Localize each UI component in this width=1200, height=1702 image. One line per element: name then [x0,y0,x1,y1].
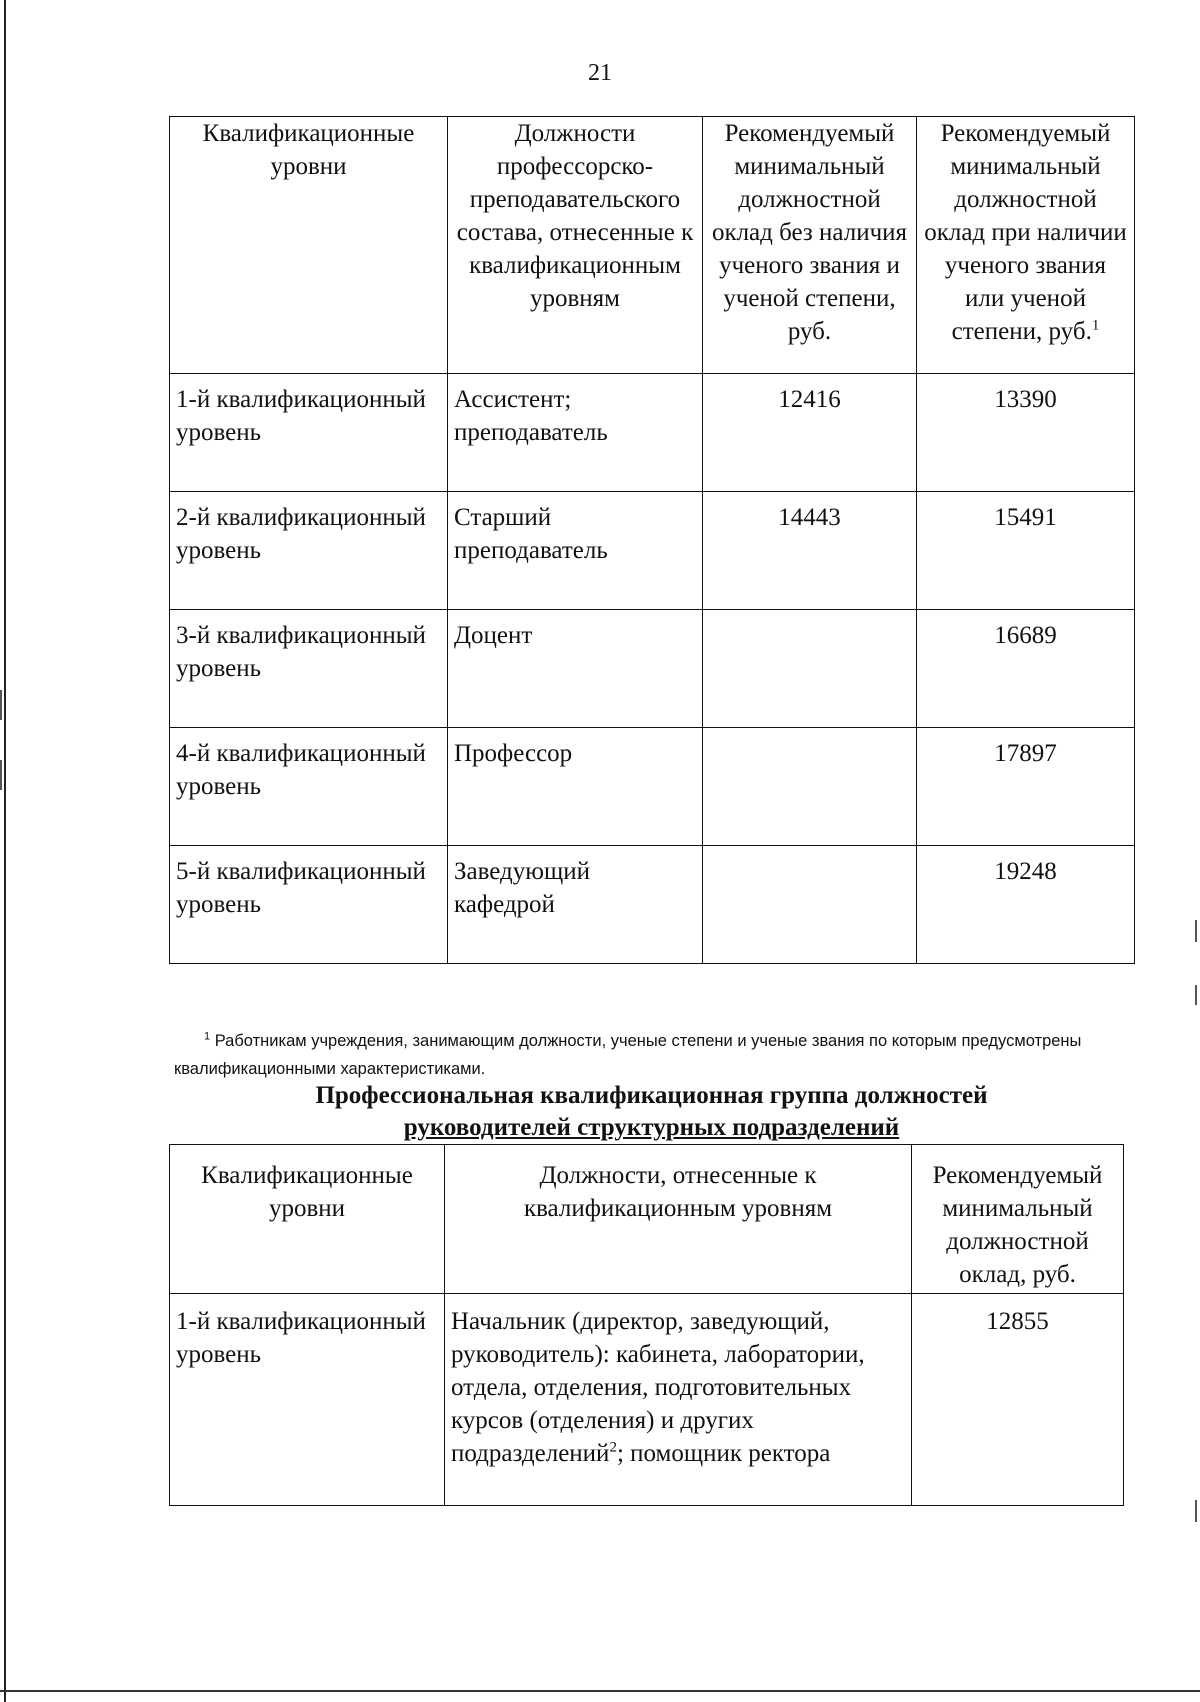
position-cell: Ассистент; преподаватель [448,374,703,492]
salary-degree-cell: 13390 [917,374,1135,492]
department-heads-salary-table [169,1144,1124,1506]
footnote-ref-2: 2 [609,1439,617,1456]
footnote [174,1027,1104,1083]
header-positions: Должности, отнесенные к квалификационным уровням [445,1145,912,1294]
position-text-tail: ; помощник ректора [616,1440,831,1467]
position-text: Начальник (директор, заведующий, руководитель): кабинета, лаборатории, отдела, отделения, подготовительных курсов (отделения) и других подразделений [451,1308,865,1467]
level-cell: 5-й квалификационный уровень [170,846,448,964]
salary-degree-cell: 19248 [917,846,1135,964]
salary-no-degree-cell: 12416 [703,374,917,492]
footnote-ref-1: 1 [1091,317,1100,334]
level-cell: 1-й квалификационный уровень [170,1294,445,1506]
position-cell: Доцент [448,610,703,728]
scan-artifact-right-1 [1195,920,1197,942]
header-positions: Должности профессорско-преподавательского состава, отнесенные к квалификационным уровням [448,117,703,374]
level-cell: 2-й квалификационный уровень [170,492,448,610]
section-title-line1: Профессиональная квалификационная группа должностей [315,1082,988,1109]
salary-degree-cell: 16689 [917,610,1135,728]
position-cell: Заведующий кафедрой [448,846,703,964]
scan-artifact-left-1 [0,690,2,720]
table-row [170,846,1135,964]
position-cell: Старший преподаватель [448,492,703,610]
table-header-row [170,117,1135,374]
position-cell: Профессор [448,728,703,846]
scan-artifact-right-2 [1195,985,1197,1005]
header-salary-no-degree: Рекомендуемый минимальный должностной оклад без наличия ученого звания и ученой степени, руб. [703,117,917,374]
teaching-staff-salary-table [169,116,1135,964]
salary-degree-cell: 17897 [917,728,1135,846]
level-cell: 4-й квалификационный уровень [170,728,448,846]
salary-degree-cell: 15491 [917,492,1135,610]
level-cell: 1-й квалификационный уровень [170,374,448,492]
header-salary-degree [917,117,1135,374]
footnote-text: Работникам учреждения, занимающим должности, ученые степени и ученые звания по которым предусмотрены квалификационными характеристиками. [174,1032,1082,1078]
section-title-line2: руководителей структурных подразделений [403,1114,900,1141]
scan-artifact-right-3 [1195,1500,1197,1522]
scan-edge-bottom [0,1690,1200,1692]
page-number: 21 [588,60,612,86]
table-row [170,610,1135,728]
table-row [170,728,1135,846]
footnote-marker: 1 [204,1030,211,1043]
header-salary: Рекомендуемый минимальный должностной оклад, руб. [912,1145,1124,1294]
salary-no-degree-cell [703,846,917,964]
table-row [170,1294,1124,1506]
position-cell [445,1294,912,1506]
header-salary-degree-text: Рекомендуемый минимальный должностной оклад при наличии ученого звания или ученой степени, руб. [924,120,1127,345]
table-row [170,492,1135,610]
salary-no-degree-cell [703,610,917,728]
table-header-row [170,1145,1124,1294]
table-row [170,374,1135,492]
salary-no-degree-cell: 14443 [703,492,917,610]
scan-edge-left [4,0,6,1702]
scan-artifact-left-2 [0,760,2,790]
salary-cell: 12855 [912,1294,1124,1506]
salary-no-degree-cell [703,728,917,846]
level-cell: 3-й квалификационный уровень [170,610,448,728]
header-levels: Квалификационные уровни [170,1145,445,1294]
section-title [169,1080,1134,1144]
header-levels: Квалификационные уровни [170,117,448,374]
